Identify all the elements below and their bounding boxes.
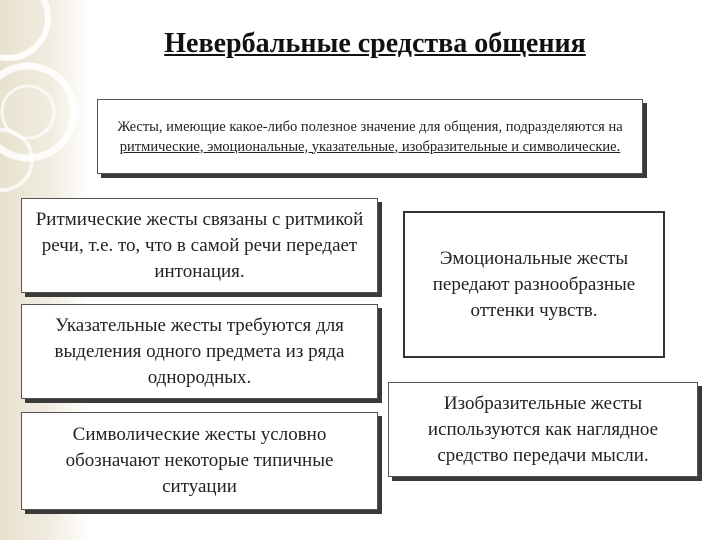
rhythmic-gestures-box [21, 198, 378, 293]
pointing-gestures-box [21, 304, 378, 399]
intro-box [97, 99, 643, 174]
rhythmic-gestures-text: Ритмические жесты связаны с ритмикой речи, т.е. то, что в самой речи передает интонация. [35, 208, 364, 282]
intro-text [106, 117, 634, 157]
page-title-wrap [0, 28, 720, 60]
intro-text-part: Жесты, имеющие какое-либо полезное значение для общения, подразделяются на [117, 118, 623, 135]
emotional-gestures-text: Эмоциональные жесты передают разнообразные оттенки чувств. [432, 247, 636, 321]
symbolic-gestures-box [21, 412, 378, 510]
page-title: Невербальные средства общения [164, 28, 586, 59]
depictive-gestures-box [388, 382, 698, 477]
symbolic-gestures-text: Символические жесты условно обозначают некоторые типичные ситуации [65, 424, 334, 497]
pointing-gestures-text: Указательные жесты требуются для выделения одного предмета из ряда однородных. [54, 314, 345, 388]
depictive-gestures-text: Изобразительные жесты используются как наглядное средство передачи мысли. [427, 392, 659, 466]
emotional-gestures-box [403, 211, 665, 358]
intro-gesture-types: ритмические, эмоциональные, указательные, изобразительные и символические. [119, 138, 621, 155]
